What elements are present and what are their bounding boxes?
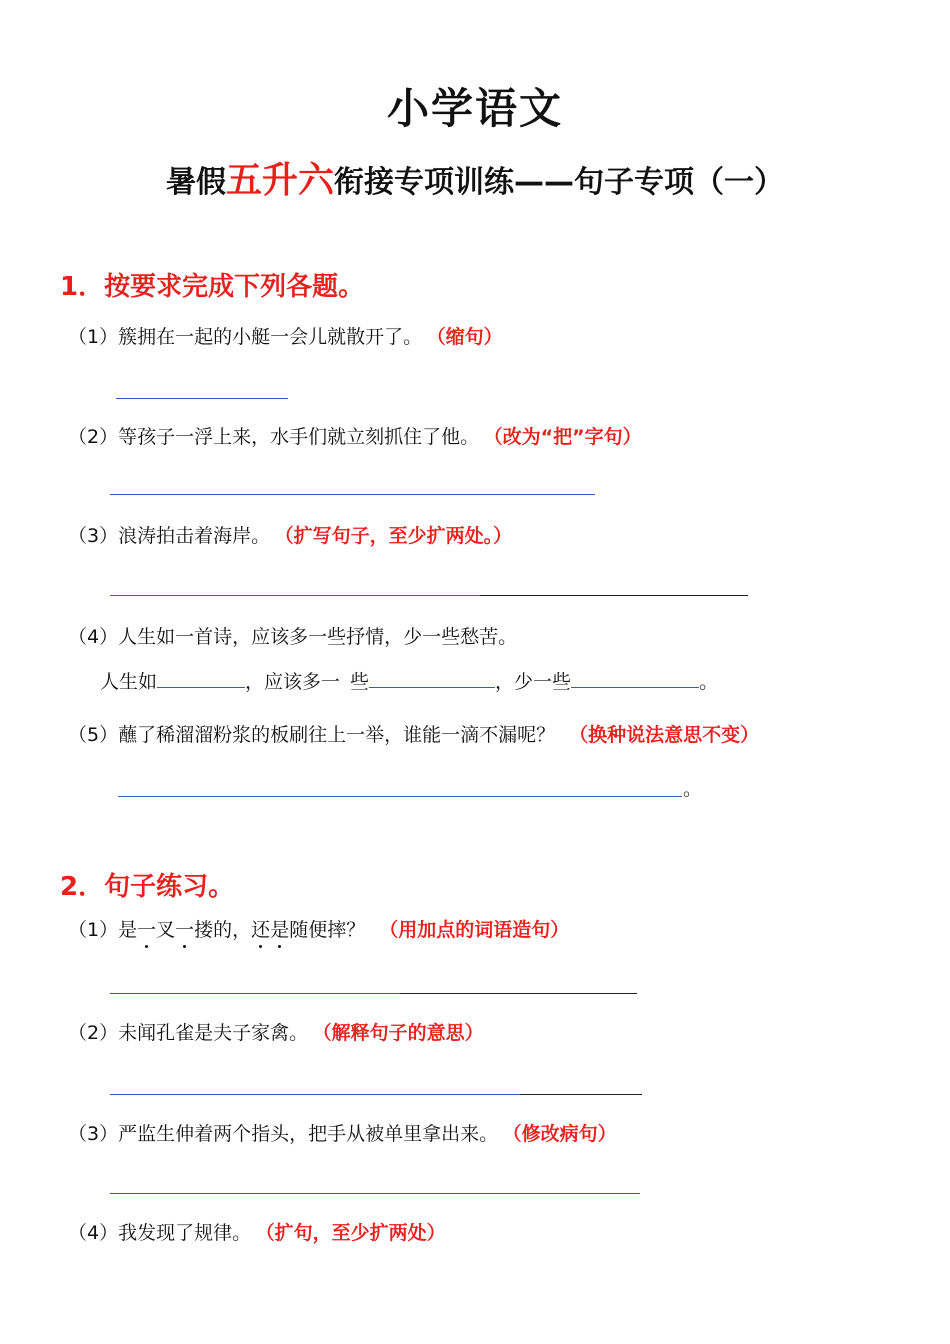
section-2-heading: 2．句子练习。 — [60, 872, 235, 902]
question-number: （2） — [68, 426, 119, 448]
question-requirement: （解释句子的意思） — [322, 1022, 484, 1044]
s1-q2-answer-line[interactable] — [110, 494, 595, 495]
subtitle-highlight: 五升六 — [225, 160, 334, 201]
question-text: 随便摔？ — [289, 919, 366, 941]
page-subtitle — [0, 152, 950, 203]
fill-blank-2[interactable] — [369, 667, 495, 688]
dotted-char: 一 — [175, 915, 194, 942]
s1-question-4 — [68, 622, 517, 649]
s2-q1-answer-line[interactable] — [110, 993, 400, 994]
s2-q2-answer-line-extension[interactable] — [520, 1094, 642, 1095]
question-text: 搂的， — [194, 919, 252, 941]
question-text: 等孩子一浮上来，水手们就立刻抓住了他。 — [118, 426, 480, 448]
dotted-char: 是 — [270, 915, 289, 942]
subtitle-prefix: 暑假 — [165, 165, 226, 200]
dotted-char: 还 — [251, 915, 270, 942]
s2-question-1 — [68, 915, 569, 942]
question-number: （4） — [68, 1222, 119, 1244]
s2-q2-answer-line[interactable] — [110, 1094, 520, 1095]
dotted-char: 一 — [137, 915, 156, 942]
section-1-heading: 1．按要求完成下列各题。 — [60, 272, 365, 302]
fill-text-1: 人生如 — [100, 671, 158, 693]
fill-text-3: 些 — [350, 671, 370, 693]
question-requirement: （扩写句子，至少扩两处。） — [284, 525, 513, 547]
fill-text-2: ，应该多一 — [245, 671, 341, 693]
question-text: 严监生伸着两个指头，把手从被单里拿出来。 — [118, 1123, 499, 1145]
question-number: （4） — [68, 626, 119, 648]
s1-question-5 — [68, 720, 759, 747]
question-text: 簇拥在一起的小艇一会儿就散开了。 — [118, 326, 423, 348]
question-requirement: （用加点的词语造句） — [379, 919, 570, 941]
s2-question-4 — [68, 1218, 446, 1245]
question-text: 浪涛拍击着海岸。 — [118, 525, 271, 547]
s2-question-3 — [68, 1119, 617, 1146]
s1-q3-answer-line[interactable] — [110, 595, 480, 596]
question-text: 人生如一首诗，应该多一些抒情，少一些愁苦。 — [118, 626, 518, 648]
question-number: （3） — [68, 1123, 119, 1145]
question-text: 我发现了规律。 — [118, 1222, 252, 1244]
s1-q1-answer-line[interactable] — [116, 398, 288, 399]
fill-blank-1[interactable] — [157, 667, 245, 688]
s1-q4-fill-sentence — [100, 667, 718, 694]
question-text: 叉 — [156, 919, 176, 941]
question-number: （5） — [68, 724, 119, 746]
question-text: 蘸了稀溜溜粉浆的板刷往上一举，谁能一滴不漏呢？ — [118, 724, 556, 746]
s1-question-1 — [68, 322, 503, 349]
s1-question-3 — [68, 521, 512, 548]
question-number: （3） — [68, 525, 119, 547]
question-requirement: （修改病句） — [512, 1123, 617, 1145]
fill-text-4: ，少一些 — [495, 671, 572, 693]
subtitle-suffix: 衔接专项训练——句子专项（一） — [334, 165, 784, 200]
question-text: 未闻孔雀是夫子家禽。 — [118, 1022, 309, 1044]
s1-q5-answer-line[interactable] — [118, 796, 682, 797]
fill-blank-3[interactable] — [571, 667, 699, 688]
question-requirement: （改为“把”字句） — [493, 426, 642, 448]
question-text: 是 — [118, 919, 138, 941]
s2-q3-answer-line[interactable] — [110, 1193, 640, 1194]
s1-q3-answer-line-extension[interactable] — [480, 595, 748, 596]
question-number: （1） — [68, 326, 119, 348]
question-number: （2） — [68, 1022, 119, 1044]
question-requirement: （扩句，至少扩两处） — [265, 1222, 446, 1244]
s1-q5-end-punctuation: 。 — [683, 778, 703, 800]
s2-q1-answer-line-extension[interactable] — [400, 993, 637, 994]
question-requirement: （换种说法意思不变） — [569, 724, 760, 746]
question-number: （1） — [68, 919, 119, 941]
page-title: 小学语文 — [386, 84, 563, 133]
fill-text-end: 。 — [699, 671, 719, 693]
s2-question-2 — [68, 1018, 484, 1045]
s1-question-2 — [68, 422, 642, 449]
question-requirement: （缩句） — [436, 326, 503, 348]
